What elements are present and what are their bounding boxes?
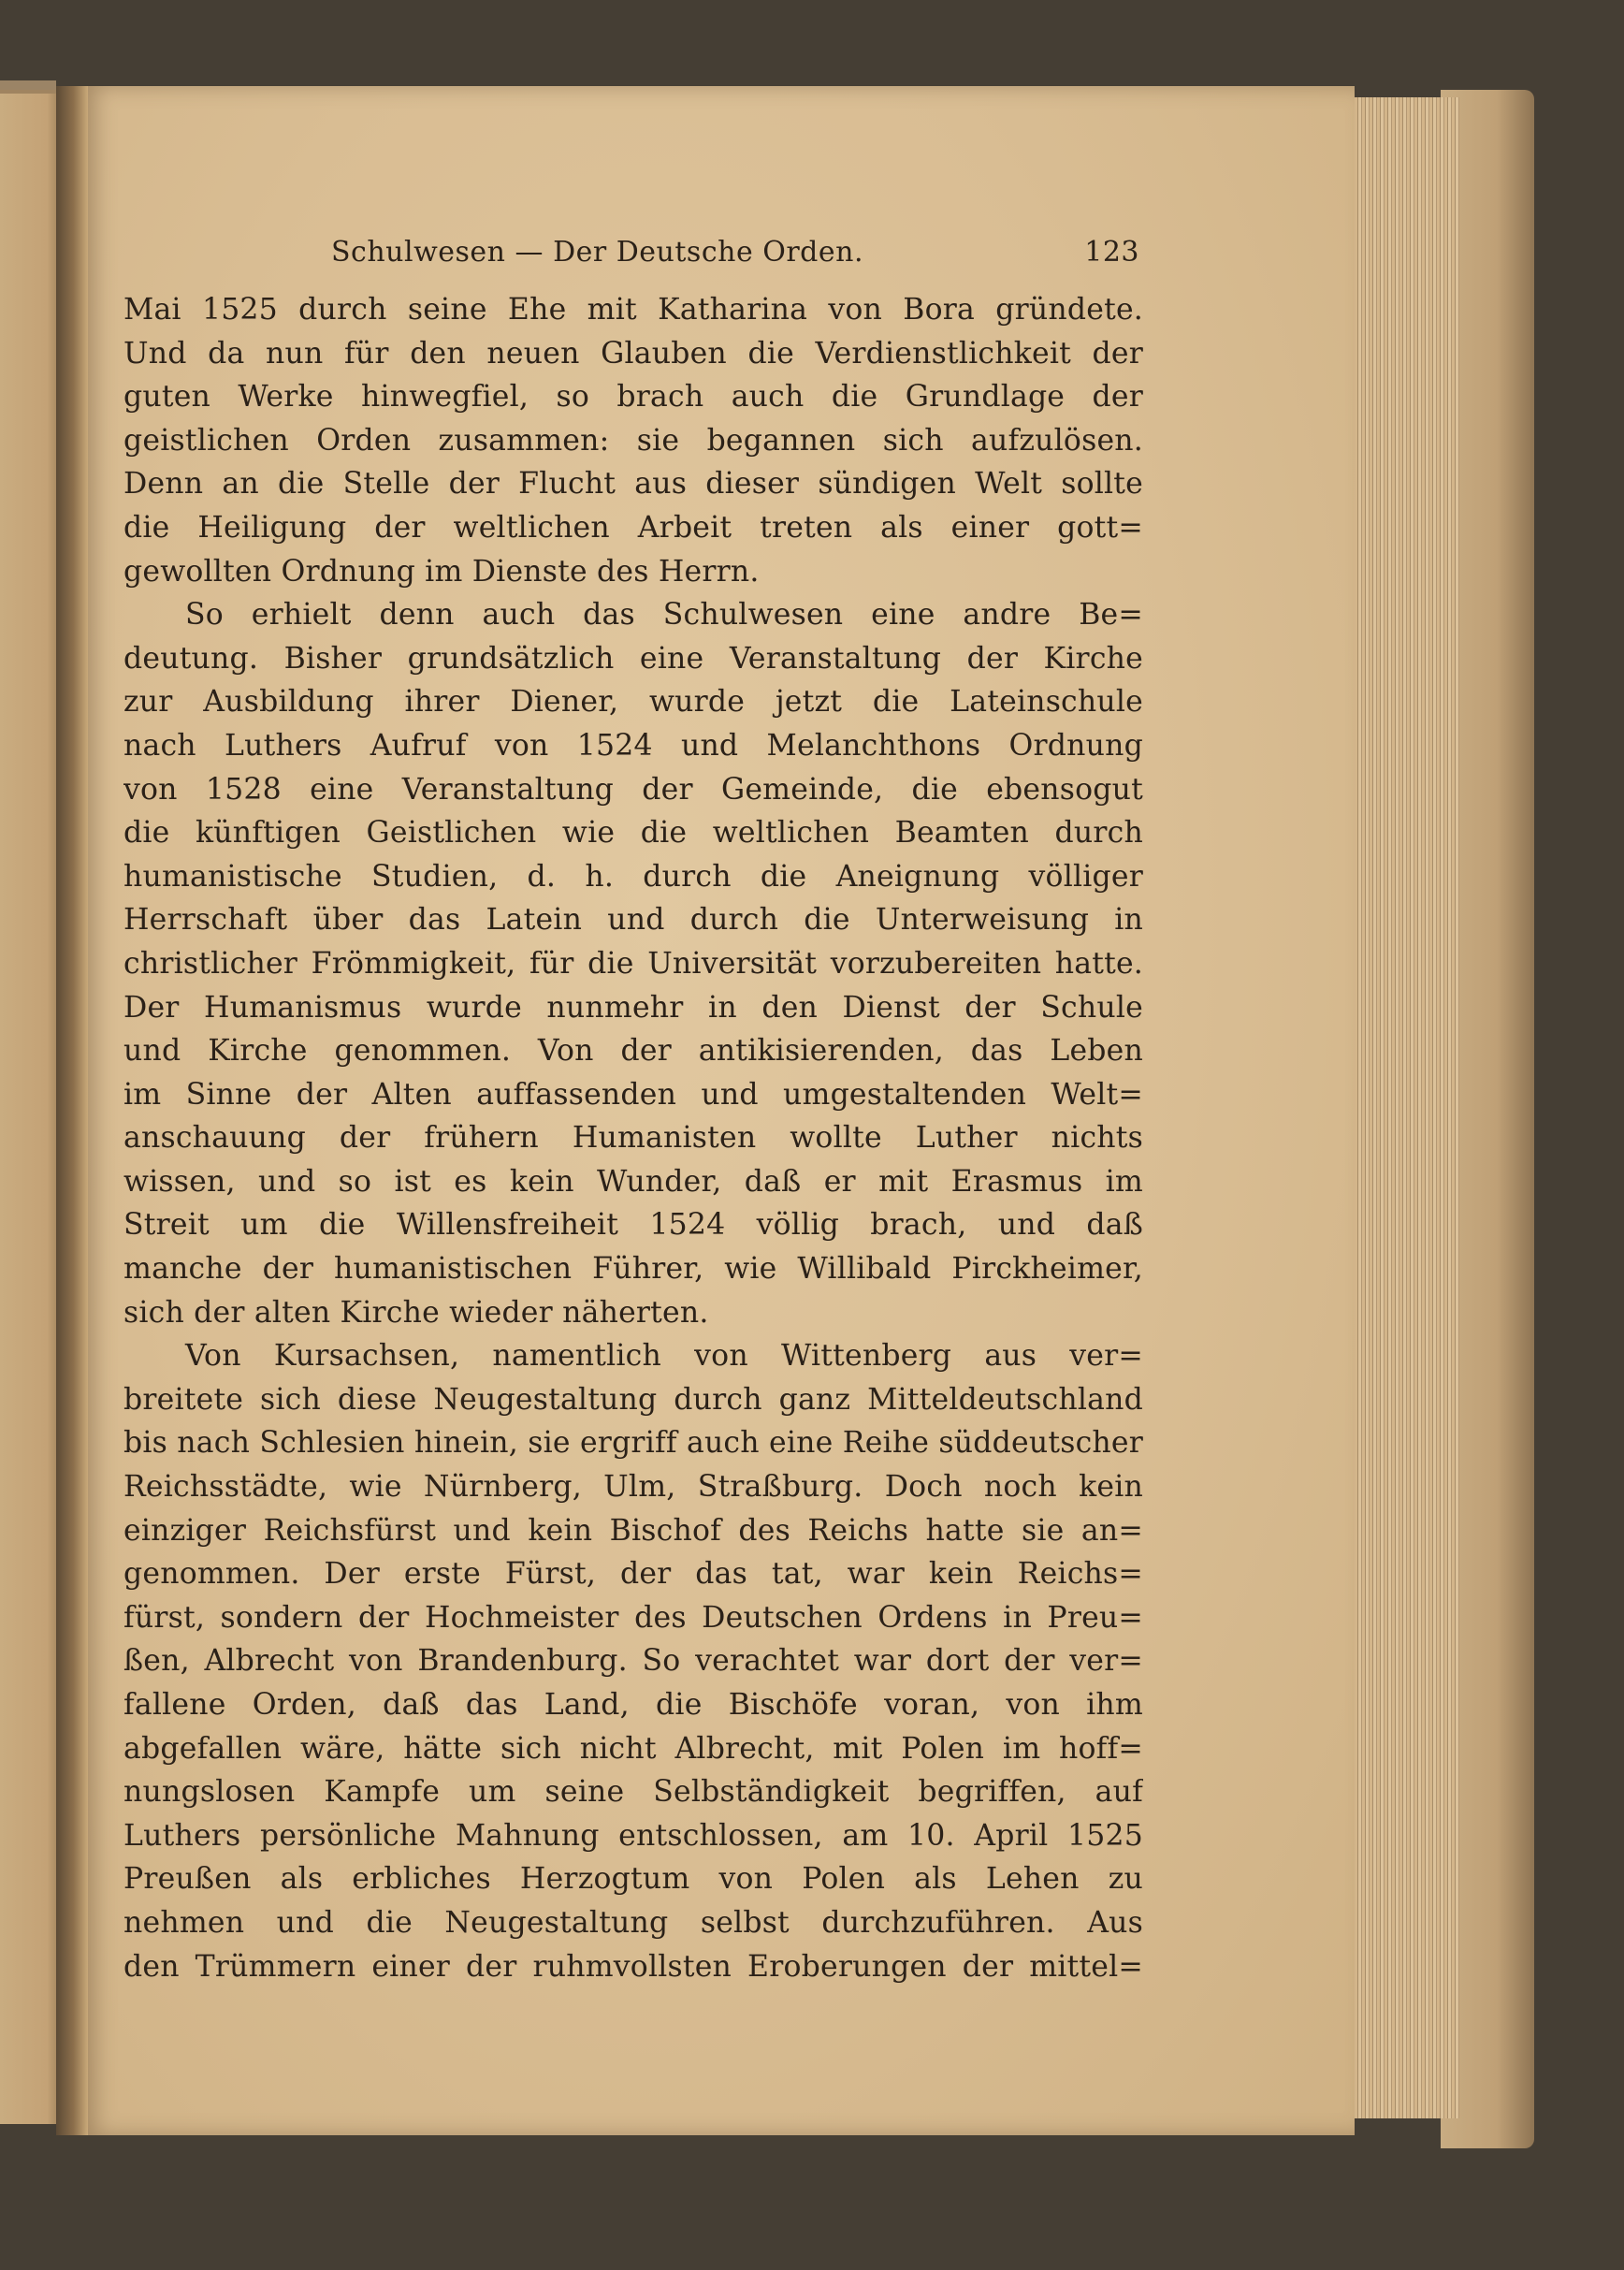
text-line: So erhielt denn auch das Schulwesen eine andre Be= bbox=[185, 598, 1143, 633]
text-line: Und da nun für den neuen Glauben die Verdienstlichkeit der bbox=[123, 336, 1143, 371]
page-stack-edge bbox=[1347, 97, 1459, 2118]
body-text bbox=[123, 288, 1143, 1988]
text-line: breitete sich diese Neugestaltung durch ganz Mitteldeutschland bbox=[123, 1382, 1143, 1417]
text-line: fallene Orden, daß das Land, die Bischöfe voran, von ihm bbox=[123, 1688, 1143, 1722]
text-line: den Trümmern einer der ruhmvollsten Eroberungen der mittel= bbox=[123, 1949, 1143, 1984]
text-line: Herrschaft über das Latein und durch die Unterweisung in bbox=[123, 903, 1143, 938]
text-line: im Sinne der Alten auffassenden und umgestaltenden Welt= bbox=[123, 1077, 1143, 1112]
text-line: humanistische Studien, d. h. durch die Aneignung völliger bbox=[123, 859, 1143, 894]
text-line: ßen, Albrecht von Brandenburg. So verachtet war dort der ver= bbox=[123, 1644, 1143, 1679]
text-line: nungslosen Kampfe um seine Selbständigkeit begriffen, auf bbox=[123, 1775, 1143, 1810]
text-line: die Heiligung der weltlichen Arbeit treten als einer gott= bbox=[123, 510, 1143, 545]
text-line: anschauung der frühern Humanisten wollte Luther nichts bbox=[123, 1121, 1143, 1156]
text-line: nehmen und die Neugestaltung selbst durchzuführen. Aus bbox=[123, 1905, 1143, 1940]
text-line: bis nach Schlesien hinein, sie ergriff auch eine Reihe süddeutscher bbox=[123, 1426, 1143, 1461]
text-line: Denn an die Stelle der Flucht aus dieser sündigen Welt sollte bbox=[123, 467, 1143, 502]
text-line: die künftigen Geistlichen wie die weltlichen Beamten durch bbox=[123, 816, 1143, 851]
text-line: Preußen als erbliches Herzogtum von Polen als Lehen zu bbox=[123, 1862, 1143, 1897]
text-line: und Kirche genommen. Von der antikisierenden, das Leben bbox=[123, 1034, 1143, 1069]
text-line: Luthers persönliche Mahnung entschlossen, am 10. April 1525 bbox=[123, 1818, 1143, 1853]
page-text-block bbox=[123, 232, 1143, 1988]
running-title: Schulwesen — Der Deutsche Orden. bbox=[331, 236, 863, 269]
text-line: sich der alten Kirche wieder näherten. bbox=[123, 1295, 709, 1330]
text-line: nach Luthers Aufruf von 1524 und Melanchthons Ordnung bbox=[123, 728, 1143, 763]
text-line: christlicher Frömmigkeit, für die Universität vorzubereiten hatte. bbox=[123, 946, 1143, 981]
text-line: deutung. Bisher grundsätzlich eine Veranstaltung der Kirche bbox=[123, 641, 1143, 676]
text-line: Mai 1525 durch seine Ehe mit Katharina von Bora gründete. bbox=[123, 293, 1143, 327]
spine-gutter bbox=[56, 86, 88, 2135]
text-line: Der Humanismus wurde nunmehr in den Dienst der Schule bbox=[123, 990, 1143, 1025]
page-number: 123 bbox=[1084, 236, 1139, 269]
text-line: Reichsstädte, wie Nürnberg, Ulm, Straßburg. Doch noch kein bbox=[123, 1470, 1143, 1505]
text-line: abgefallen wäre, hätte sich nicht Albrecht, mit Polen im hoff= bbox=[123, 1731, 1143, 1766]
text-line: genommen. Der erste Fürst, der das tat, war kein Reichs= bbox=[123, 1557, 1143, 1592]
text-line: geistlichen Orden zusammen: sie begannen sich aufzulösen. bbox=[123, 423, 1143, 458]
text-line: gewollten Ordnung im Dienste des Herrn. bbox=[123, 554, 760, 589]
text-line: Streit um die Willensfreiheit 1524 völlig brach, und daß bbox=[123, 1208, 1143, 1243]
text-line: manche der humanistischen Führer, wie Willibald Pirckheimer, bbox=[123, 1252, 1143, 1287]
text-line: guten Werke hinwegfiel, so brach auch die Grundlage der bbox=[123, 380, 1143, 415]
text-line: fürst, sondern der Hochmeister des Deutschen Ordens in Preu= bbox=[123, 1600, 1143, 1635]
text-line: zur Ausbildung ihrer Diener, wurde jetzt die Lateinschule bbox=[123, 685, 1143, 720]
running-header bbox=[123, 232, 1143, 288]
text-line: Von Kursachsen, namentlich von Wittenberg aus ver= bbox=[185, 1339, 1143, 1374]
text-line: einziger Reichsfürst und kein Bischof des Reichs hatte sie an= bbox=[123, 1513, 1143, 1548]
text-line: von 1528 eine Veranstaltung der Gemeinde, die ebensogut bbox=[123, 772, 1143, 807]
text-line: wissen, und so ist es kein Wunder, daß er mit Erasmus im bbox=[123, 1164, 1143, 1199]
